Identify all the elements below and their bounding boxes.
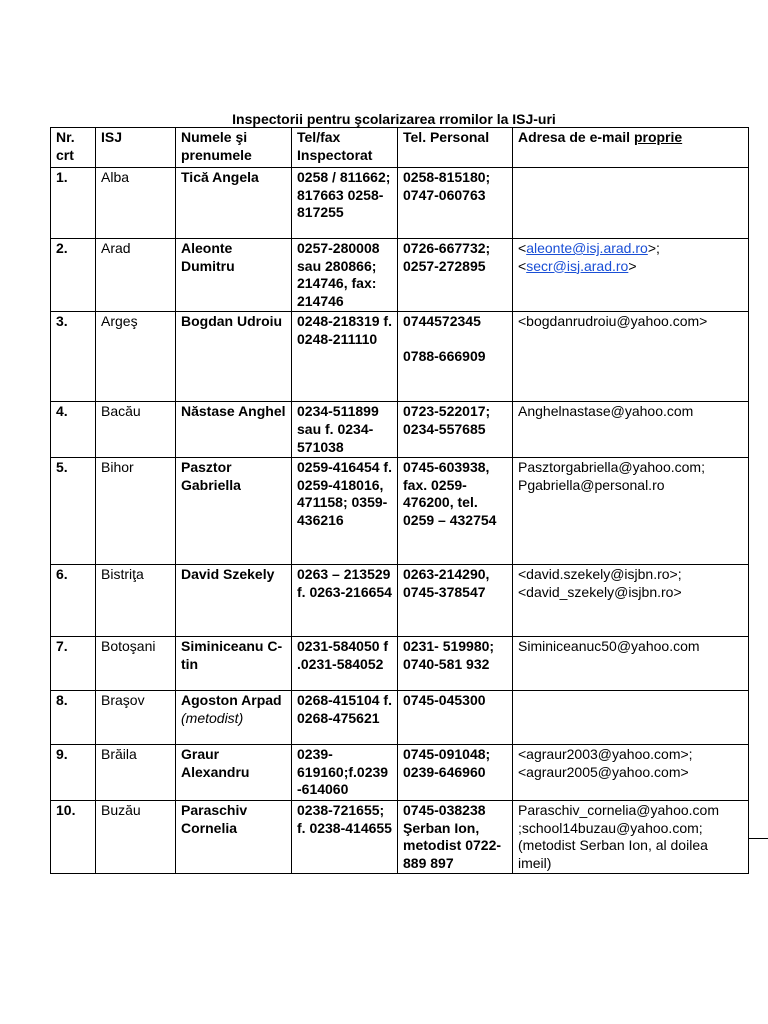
cell-email (513, 168, 749, 239)
cell-nr: 3. (51, 312, 96, 402)
cell-nume: Bogdan Udroiu (176, 312, 292, 402)
table-row (51, 168, 749, 239)
cell-tel-personal: 0745-603938, fax. 0259- 476200, tel. 0259 – 432754 (398, 458, 513, 565)
cell-nr: 5. (51, 458, 96, 565)
cell-tel-personal: 0745-045300 (398, 691, 513, 745)
email-link-aleonte[interactable]: aleonte@isj.arad.ro (526, 240, 648, 256)
cell-tel-personal: 0745-038238 Şerban Ion, metodist 0722-889 897 (398, 800, 513, 873)
cell-nume: David Szekely (176, 565, 292, 637)
cell-nr: 8. (51, 691, 96, 745)
cell-isj: Bistriţa (96, 565, 176, 637)
cell-email (513, 691, 749, 745)
cell-tel-fax: 0231-584050 f .0231-584052 (292, 637, 398, 691)
table-header-row (51, 128, 749, 168)
cell-nume (176, 691, 292, 745)
cell-tel-personal: 0723-522017; 0234-557685 (398, 402, 513, 458)
cell-tel-personal (398, 312, 513, 402)
email-bracket: >; (647, 240, 660, 256)
cell-nume: Aleonte Dumitru (176, 239, 292, 312)
cell-tel-fax: 0259-416454 f. 0259-418016, 471158; 0359-436216 (292, 458, 398, 565)
email-bracket: > (628, 257, 637, 274)
cell-tel-fax: 0257-280008 sau 280866; 214746, fax: 214746 (292, 239, 398, 312)
cell-tel-personal: 0726-667732; 0257-272895 (398, 239, 513, 312)
cell-isj: Brăila (96, 745, 176, 801)
cell-nr: 4. (51, 402, 96, 458)
cell-email: Siminiceanuc50@yahoo.com (513, 637, 749, 691)
table-row (51, 312, 749, 402)
header-email-underlined: proprie (633, 129, 683, 145)
header-email-label: Adresa de e-mail (518, 129, 634, 145)
cell-tel-personal: 0263-214290, 0745-378547 (398, 565, 513, 637)
cell-tel-fax: 0268-415104 f. 0268-475621 (292, 691, 398, 745)
cell-tel-fax: 0258 / 811662; 817663 0258-817255 (292, 168, 398, 239)
tel-personal-1: 0744572345 (403, 313, 481, 330)
cell-nr: 7. (51, 637, 96, 691)
cell-email: <david.szekely@isjbn.ro>;<david_szekely@isjbn.ro> (513, 565, 749, 637)
cell-nr: 1. (51, 168, 96, 239)
table-row (51, 458, 749, 565)
cell-nume: Tică Angela (176, 168, 292, 239)
cell-nume: Năstase Anghel (176, 402, 292, 458)
cell-email: Pasztorgabriella@yahoo.com; Pgabriella@personal.ro (513, 458, 749, 565)
cell-tel-personal: 0258-815180; 0747-060763 (398, 168, 513, 239)
tel-personal-2: 0788-666909 (403, 347, 486, 364)
cell-nume: Graur Alexandru (176, 745, 292, 801)
cell-nume: Paraschiv Cornelia (176, 800, 292, 873)
inspectors-table (50, 127, 749, 874)
cell-tel-fax: 0238-721655; f. 0238-414655 (292, 800, 398, 873)
cell-tel-personal: 0745-091048; 0239-646960 (398, 745, 513, 801)
cell-tel-personal: 0231- 519980; 0740-581 932 (398, 637, 513, 691)
cell-isj: Bihor (96, 458, 176, 565)
cell-tel-fax: 0263 – 213529 f. 0263-216654 (292, 565, 398, 637)
header-tel-fax: Tel/fax Inspectorat (292, 128, 398, 168)
cell-isj: Argeş (96, 312, 176, 402)
cell-isj: Arad (96, 239, 176, 312)
cell-tel-fax: 0239-619160;f.0239-614060 (292, 745, 398, 801)
divider-line (748, 838, 768, 839)
table-row (51, 239, 749, 312)
cell-email: Anghelnastase@yahoo.com (513, 402, 749, 458)
email-link-secr[interactable]: secr@isj.arad.ro (526, 257, 629, 274)
header-nr-crt: Nr. crt (51, 128, 96, 168)
page-title: Inspectorii pentru şcolarizarea rromilor la ISJ-uri (232, 111, 556, 127)
cell-isj: Buzău (96, 800, 176, 873)
header-nume: Numele şi prenumele (176, 128, 292, 168)
email-bracket: < (518, 257, 527, 274)
cell-nr: 6. (51, 565, 96, 637)
cell-email (513, 239, 749, 312)
header-tel-personal: Tel. Personal (398, 128, 513, 168)
cell-nr: 10. (51, 800, 96, 873)
cell-tel-fax: 0234-511899 sau f. 0234-571038 (292, 402, 398, 458)
table-row (51, 637, 749, 691)
cell-nr: 9. (51, 745, 96, 801)
table-row (51, 745, 749, 801)
cell-email: <agraur2003@yahoo.com>;<agraur2005@yahoo.com> (513, 745, 749, 801)
email-bracket: < (518, 240, 527, 256)
header-isj: ISJ (96, 128, 176, 168)
header-email (513, 128, 749, 168)
cell-nr: 2. (51, 239, 96, 312)
cell-isj: Alba (96, 168, 176, 239)
table-row (51, 800, 749, 873)
table-row (51, 691, 749, 745)
cell-nume: Siminiceanu C-tin (176, 637, 292, 691)
nume-note: (metodist) (181, 709, 244, 726)
cell-email: Paraschiv_cornelia@yahoo.com ;school14buzau@yahoo.com; (metodist Serban Ion, al doilea imeil) (513, 800, 749, 873)
cell-tel-fax: 0248-218319 f. 0248-211110 (292, 312, 398, 402)
cell-isj: Botoşani (96, 637, 176, 691)
table-row (51, 402, 749, 458)
cell-nume: Pasztor Gabriella (176, 458, 292, 565)
nume-text: Agoston Arpad (181, 692, 282, 709)
cell-isj: Bacău (96, 402, 176, 458)
table-row (51, 565, 749, 637)
cell-isj: Braşov (96, 691, 176, 745)
cell-email: <bogdanrudroiu@yahoo.com> (513, 312, 749, 402)
